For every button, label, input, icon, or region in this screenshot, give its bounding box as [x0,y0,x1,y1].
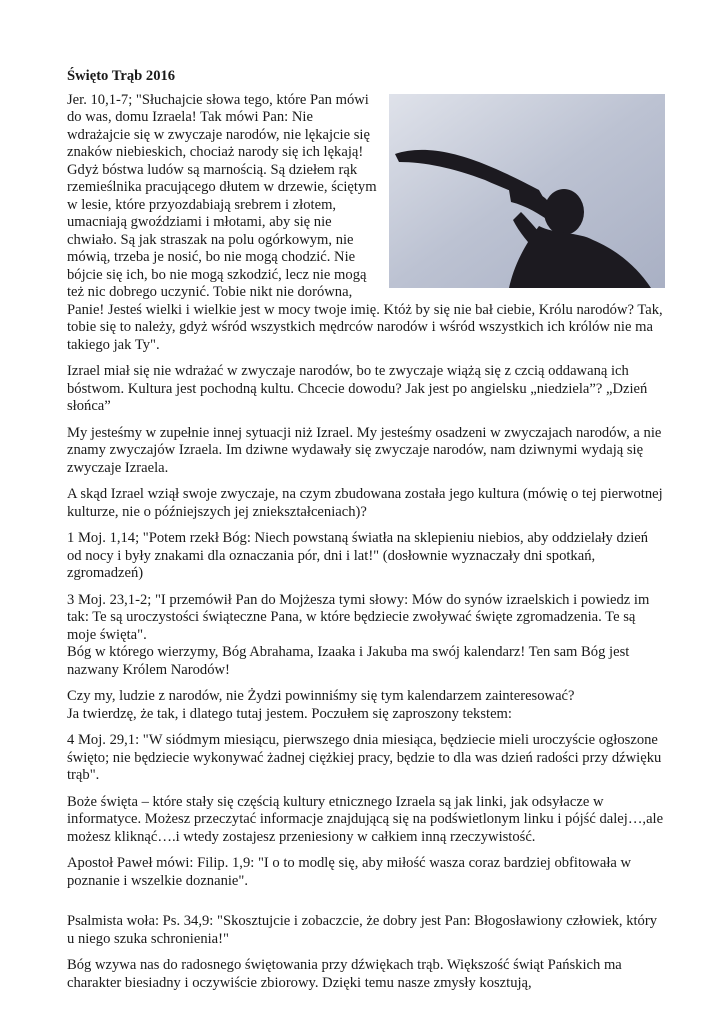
paragraph: Czy my, ludzie z narodów, nie Żydzi powinniśmy się tym kalendarzem zainteresować? [67,688,575,704]
paragraph: Izrael miał się nie wdrażać w zwyczaje narodów, bo te zwyczaje wiążą się z czcią oddawaną ich bóstwom. Kultura jest pochodną kultu. Chcecie dowodu? Jak jest po angielsku „niedziela”? „Dzień słońca” [67,363,648,414]
paragraph: Boże święta – które stały się częścią kultury etnicznego Izraela są jak linki, jak odsyłacze w informatyce. Możesz przeczytać informacje znajdującą się na podświetlonym linku i pójść dalej…,ale możesz kliknąć….i wtedy zostajesz przeniesiony w całkiem inną rzeczywistość. [67,793,664,845]
paragraph: 1 Moj. 1,14; "Potem rzekł Bóg: Niech powstaną światła na sklepieniu niebios, aby oddzielały dzień od nocy i były znakami dla oznaczania pór, dni i lat!" (dosłownie wyznaczały dni spotkań, zgromadzeń) [67,530,649,581]
paragraph: 3 Moj. 23,1-2; "I przemówił Pan do Mojżesza tymi słowy: Mów do synów izraelskich i powiedz im tak: Te są uroczystości świąteczne Pana, w które będziecie zwoływać święte zgromadzenia. Te są moje święta". [67,591,650,643]
shofar-photo [389,94,665,288]
paragraph: Apostoł Paweł mówi: Filip. 1,9: "I o to modlę się, aby miłość wasza coraz bardziej obfitowała w poznanie i wszelkie doznanie". [67,855,632,889]
paragraph: Jer. 10,1-7; "Słuchajcie słowa tego, które Pan mówi do was, domu Izraela! Tak mówi Pan: Nie wdrażajcie się w zwyczaje narodów, nie lękajcie się znaków niebieskich, chociaż narody się ich lękają! Gdyż bóstwa ludów są marnością. Są dziełem rąk rzemieślnika pracującego dłutem w drzewie, ściętym w lesie, które przyozdabiają srebrem i złotem, umacniają gwoździami i młotami, aby się nie chwiało. Są jak straszak na polu ogórkowym, nie mówią, trzeba je nosić, bo nie mogą chodzić. Nie bójcie się ich, bo nie mogą szkodzić, lecz nie mogą też nic dobrego uczynić. Tobie nikt nie dorówna, Panie! Jesteś wielki i wielkie jest w mocy twoje imię. Któż by się nie bał ciebie, Królu narodów? Tak, tobie się to należy, gdyż wśród wszystkich mędrców narodów i wśród wszystkich ich królów nie ma takiego jak Ty". [67,91,663,353]
document-page [67,64,665,1001]
paragraph: A skąd Izrael wziął swoje zwyczaje, na czym zbudowana została jego kultura (mówię o tej pierwotnej kulturze, nie o późniejszych jej zniekształceniach)? [67,486,663,520]
shofar-silhouette-icon [389,94,665,288]
spacer [67,899,665,913]
paragraph: Bóg w którego wierzymy, Bóg Abrahama, Izaaka i Jakuba ma swój kalendarz! Ten sam Bóg jest nazwany Królem Narodów! [67,644,630,678]
paragraph: My jesteśmy w zupełnie innej sytuacji niż Izrael. My jesteśmy osadzeni w zwyczajach narodów, a nie znamy zwyczajów Izraela. Im dziwne wydawały się zwyczaje narodów, nam dziwnymi wydają się zwyczaje Izraela. [67,424,662,476]
paragraph: 4 Moj. 29,1: "W siódmym miesiącu, pierwszego dnia miesiąca, będziecie mieli uroczyście ogłoszone święto; nie będziecie wykonywać żadnej ciężkiej pracy, będzie to dla was dzień radości przy dźwięku trąb". [67,732,662,783]
paragraph: Bóg wzywa nas do radosnego świętowania przy dźwiękach trąb. Większość świąt Pańskich ma charakter biesiadny i oczywiście zbiorowy. Dzięki temu nasze zmysły kosztują, [67,957,622,991]
page-title: Święto Trąb 2016 [67,68,176,84]
paragraph: Ja twierdzę, że tak, i dlatego tutaj jestem. Poczułem się zaproszony tekstem: [67,705,512,722]
paragraph: Psalmista woła: Ps. 34,9: "Skosztujcie i zobaczcie, że dobry jest Pan: Błogosławiony człowiek, który u niego szuka schronienia!" [67,913,658,947]
